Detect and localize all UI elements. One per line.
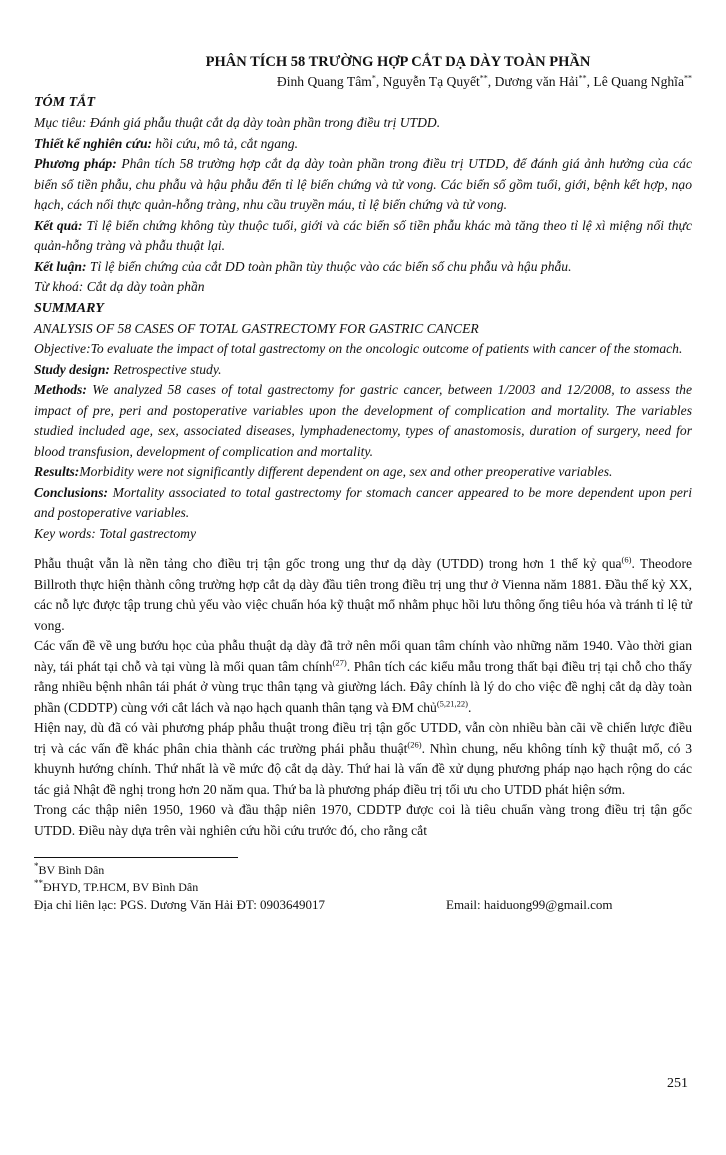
summary-title: ANALYSIS OF 58 CASES OF TOTAL GASTRECTOMY FOR GASTRIC CANCER [34, 320, 479, 336]
contact-line [34, 896, 692, 914]
vietnamese-abstract [34, 92, 692, 298]
contact-address: Địa chỉ liên lạc: PGS. Dương Văn Hải ĐT: 0903649017 [34, 897, 326, 912]
summary-heading: SUMMARY [34, 300, 104, 316]
summary-conclusion: Conclusions: Mortality associated to total gastrectomy for stomach cancer appeared to be more dependent upon peri and postoperative variables. [34, 484, 692, 520]
affiliation-mark: ** [578, 73, 587, 83]
citation: (5,21,22) [436, 697, 468, 708]
affiliation-mark: ** [479, 73, 488, 83]
affiliation-mark: * [371, 73, 376, 83]
abstract-heading: TÓM TẮT [34, 95, 96, 110]
abstract-conclusion: Kết luận: Tỉ lệ biến chứng của cắt DD toàn phần tùy thuộc vào các biến số chu phẫu và hậu phẫu. [34, 258, 572, 274]
summary-objective: Objective:To evaluate the impact of total gastrectomy on the oncologic outcome of patients with cancer of the stomach. [34, 341, 683, 356]
abstract-result: Kết quả: Tỉ lệ biến chứng không tùy thuộc tuổi, giới và các biến số tiền phẫu khác mà tăng theo tỉ lệ xì miệng nối thực quản-hỗng tràng và phẫu thuật lại. [34, 217, 692, 253]
abstract-keywords: Từ khoá: Cắt dạ dày toàn phần [34, 279, 205, 294]
affiliation-mark: ** [684, 73, 692, 83]
author-name: , Dương văn Hải [487, 74, 579, 89]
summary-result: Results:Morbidity were not significantly different dependent on age, sex and other preoperative variables. [34, 464, 613, 479]
english-abstract [34, 298, 692, 545]
article-title: PHÂN TÍCH 58 TRƯỜNG HỢP CẮT DẠ DÀY TOÀN PHẦN [205, 54, 591, 70]
contact-email: Email: haiduong99@gmail.com [446, 897, 613, 912]
author-name: , Lê Quang Nghĩa [586, 74, 684, 89]
footnote: **ĐHYD, TP.HCM, BV Bình Dân [34, 878, 199, 894]
article-body [34, 554, 692, 841]
body-paragraph: Hiện nay, dù đã có vài phương pháp phẫu thuật trong điều trị tận gốc UTDD, vẫn còn nhiều bàn cãi về chiến lược điều trị và các vấn đề khác phân chia thành các trường phái phẫu thuật$^{(26)}$. Nhìn chung, nếu không tính kỹ thuật mổ, có 3 khuynh hướng chính. Thứ nhất là về mức độ cắt dạ dày. Thứ hai là vấn đề xử dụng phương pháp nạo hạch rộng do các tác giả Nhật đề nghị trong hơn 20 năm qua. Thứ ba là phương pháp điều trị tối ưu cho UTDD phát hiện sớm. [34, 720, 693, 797]
body-paragraph: Trong các thập niên 1950, 1960 và đầu thập niên 1970, CDDTP được coi là tiêu chuẩn vàng trong điều trị tận gốc UTDD. Điều này dựa trên vài nghiên cứu hồi cứu trước đó, cho rằng cắt [34, 802, 692, 838]
author-line [34, 72, 692, 92]
summary-design: Study design: Retrospective study. [34, 361, 222, 377]
abstract-method: Phương pháp: Phân tích 58 trường hợp cắt dạ dày toàn phần trong điều trị UTDD, để đánh giá ảnh hưởng của các biến số tiền phẫu, chu phẫu và hậu phẫu đến tỉ lệ biến chứng và tử vong. Các biến số gồm tuổi, giới, bệnh kết hợp, nạo hạch, cách nối thực quản-hỗng tràng, nhu cầu truyền máu, tỉ lệ biến chứng và tử vong. [34, 156, 692, 212]
abstract-objective: Mục tiêu: Đánh giá phẫu thuật cắt dạ dày toàn phần trong điều trị UTDD. [34, 115, 441, 130]
body-paragraph: Phẫu thuật vẫn là nền tảng cho điều trị tận gốc trong ung thư dạ dày (UTDD) trong hơn 1 thế kỷ qua$^{(6)}$. Theodore Billroth thực hiện thành công trường hợp cắt dạ dày đầu tiên trong điều trị ung thư ở Vienna năm 1881. Đầu thế kỷ XX, các nỗ lực được tập trung chủ yếu vào việc chuẩn hóa kỹ thuật mổ nhằm phục hồi lưu thông ống tiêu hóa và tránh tỉ lệ tử vong. [34, 554, 693, 633]
abstract-design: Thiết kế nghiên cứu: hồi cứu, mô tả, cắt ngang. [34, 135, 299, 151]
summary-keywords: Key words: Total gastrectomy [34, 525, 196, 541]
author-name: Đinh Quang Tâm [276, 74, 372, 89]
footnote-divider [34, 857, 238, 858]
page-number: 251 [667, 1076, 688, 1091]
citation: (27) [332, 656, 347, 667]
citation: (26) [407, 738, 422, 749]
summary-method: Methods: We analyzed 58 cases of total gastrectomy for gastric cancer, between 1/2003 and 12/2008, to assess the impact of pre, peri and postoperative variables upon the development of complication and mortality. The variables studied included age, sex, associated diseases, lymphadenectomy, types of anastomosis, duration of surgery, need for blood transfusion, development of complication and mortality. [34, 382, 692, 459]
author-name: , Nguyễn Tạ Quyết [375, 74, 480, 89]
body-paragraph: Các vấn đề về ung bướu học của phẫu thuật dạ dày đã trở nên mối quan tâm chính vào những năm 1940. Vào thời gian này, tái phát tại chỗ và tại vùng là mối quan tâm chính$^{(27)}$. Phân tích các kiểu mẫu trong thất bại điều trị tại chỗ cho thấy rằng nhiều bệnh nhân tái phát ở vùng trục thân tạng và giường lách. Đây chính là lý do cho việc đề nghị cắt dạ dày toàn phần (CDDTP) cùng với cắt lách và nạo hạch quanh thân tạng và ĐM chủ$^{(5,21,22)}$. [34, 638, 693, 715]
footnote: *BV Bình Dân [34, 861, 105, 877]
citation: (6) [621, 554, 632, 565]
